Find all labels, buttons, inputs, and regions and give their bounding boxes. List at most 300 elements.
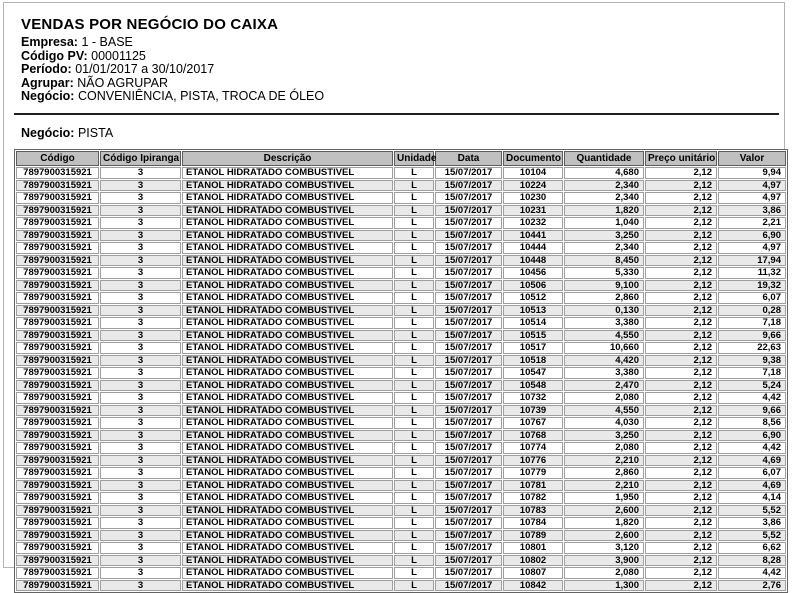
table-cell: ETANOL HIDRATADO COMBUSTIVEL <box>182 205 393 217</box>
table-cell: 7897900315921 <box>16 305 99 317</box>
table-row <box>16 517 786 529</box>
table-cell: 2,600 <box>564 530 644 542</box>
table-cell: 2,340 <box>564 180 644 192</box>
table-cell: 15/07/2017 <box>435 505 502 517</box>
table-cell: 6,90 <box>718 230 786 242</box>
table-cell: 2,12 <box>645 492 717 504</box>
table-cell: 7897900315921 <box>16 542 99 554</box>
table-cell: ETANOL HIDRATADO COMBUSTIVEL <box>182 367 393 379</box>
table-cell: 2,12 <box>645 330 717 342</box>
table-cell: 6,62 <box>718 542 786 554</box>
table-cell: L <box>394 455 434 467</box>
table-cell: ETANOL HIDRATADO COMBUSTIVEL <box>182 455 393 467</box>
table-cell: 10779 <box>503 467 563 479</box>
table-cell: 15/07/2017 <box>435 317 502 329</box>
table-cell: 3,86 <box>718 205 786 217</box>
table-cell: 4,550 <box>564 405 644 417</box>
table-cell: 15/07/2017 <box>435 167 502 179</box>
header-row <box>16 151 786 166</box>
col-documento: Documento <box>503 151 563 166</box>
table-cell: 2,12 <box>645 205 717 217</box>
col-preco-unitario: Preço unitário <box>645 151 717 166</box>
table-cell: 3 <box>100 567 181 579</box>
table-row <box>16 180 786 192</box>
table-cell: 7897900315921 <box>16 230 99 242</box>
table-row <box>16 342 786 354</box>
table-cell: 10801 <box>503 542 563 554</box>
table-cell: 4,69 <box>718 480 786 492</box>
table-cell: 7897900315921 <box>16 467 99 479</box>
table-cell: L <box>394 305 434 317</box>
table-cell: 3 <box>100 467 181 479</box>
table-cell: ETANOL HIDRATADO COMBUSTIVEL <box>182 355 393 367</box>
table-cell: 5,24 <box>718 380 786 392</box>
table-cell: 15/07/2017 <box>435 242 502 254</box>
table-cell: 10512 <box>503 292 563 304</box>
report-page <box>3 2 785 591</box>
table-cell: 7897900315921 <box>16 242 99 254</box>
table-cell: 3 <box>100 267 181 279</box>
table-cell: 3 <box>100 242 181 254</box>
table-row <box>16 530 786 542</box>
table-cell: L <box>394 517 434 529</box>
field-codigo-pv <box>21 50 784 64</box>
table-cell: 2,12 <box>645 380 717 392</box>
table-cell: 7897900315921 <box>16 317 99 329</box>
table-row <box>16 467 786 479</box>
table-row <box>16 480 786 492</box>
table-cell: 7897900315921 <box>16 430 99 442</box>
table-cell: 0,130 <box>564 305 644 317</box>
table-cell: 3 <box>100 480 181 492</box>
table-cell: 15/07/2017 <box>435 492 502 504</box>
col-unidade: Unidade <box>394 151 434 166</box>
table-cell: 0,28 <box>718 305 786 317</box>
table-cell: 10,660 <box>564 342 644 354</box>
table-cell: 10732 <box>503 392 563 404</box>
table-cell: ETANOL HIDRATADO COMBUSTIVEL <box>182 392 393 404</box>
table-row <box>16 567 786 579</box>
table-cell: 3 <box>100 305 181 317</box>
table-cell: 10518 <box>503 355 563 367</box>
table-cell: 3 <box>100 205 181 217</box>
table-cell: 2,12 <box>645 442 717 454</box>
table-cell: 10784 <box>503 517 563 529</box>
table-cell: 3 <box>100 430 181 442</box>
table-cell: 3 <box>100 405 181 417</box>
header-divider <box>14 113 779 115</box>
table-cell: 2,12 <box>645 542 717 554</box>
table-cell: L <box>394 580 434 592</box>
field-negocio-value: CONVENIÊNCIA, PISTA, TROCA DE ÓLEO <box>77 89 325 103</box>
table-cell: 2,12 <box>645 367 717 379</box>
table-cell: 10506 <box>503 280 563 292</box>
table-cell: 2,12 <box>645 505 717 517</box>
table-cell: 3 <box>100 517 181 529</box>
table-cell: ETANOL HIDRATADO COMBUSTIVEL <box>182 305 393 317</box>
table-cell: 2,600 <box>564 505 644 517</box>
table-row <box>16 267 786 279</box>
table-cell: 2,340 <box>564 192 644 204</box>
table-cell: 3 <box>100 542 181 554</box>
table-cell: 10514 <box>503 317 563 329</box>
table-cell: 7897900315921 <box>16 580 99 592</box>
table-cell: 15/07/2017 <box>435 180 502 192</box>
table-cell: 2,080 <box>564 442 644 454</box>
table-cell: ETANOL HIDRATADO COMBUSTIVEL <box>182 342 393 354</box>
section-negocio-value: PISTA <box>77 125 114 140</box>
table-cell: L <box>394 467 434 479</box>
report-header <box>4 3 784 104</box>
table-cell: 2,12 <box>645 217 717 229</box>
table-cell: 2,12 <box>645 392 717 404</box>
table-cell: 4,420 <box>564 355 644 367</box>
table-cell: 2,12 <box>645 180 717 192</box>
sales-table <box>14 149 788 593</box>
field-empresa-value: 1 - BASE <box>81 35 133 49</box>
report-title: VENDAS POR NEGÓCIO DO CAIXA <box>21 16 279 33</box>
table-cell: 2,860 <box>564 292 644 304</box>
table-cell: L <box>394 230 434 242</box>
table-cell: L <box>394 317 434 329</box>
table-cell: 10448 <box>503 255 563 267</box>
table-cell: 15/07/2017 <box>435 542 502 554</box>
table-cell: 15/07/2017 <box>435 330 502 342</box>
table-cell: 7897900315921 <box>16 280 99 292</box>
table-cell: 7897900315921 <box>16 392 99 404</box>
table-cell: 15/07/2017 <box>435 467 502 479</box>
table-cell: 7897900315921 <box>16 517 99 529</box>
table-cell: 1,950 <box>564 492 644 504</box>
table-cell: 3 <box>100 380 181 392</box>
table-cell: 9,66 <box>718 330 786 342</box>
table-cell: 7897900315921 <box>16 180 99 192</box>
table-cell: L <box>394 330 434 342</box>
table-cell: 7897900315921 <box>16 292 99 304</box>
table-cell: ETANOL HIDRATADO COMBUSTIVEL <box>182 580 393 592</box>
table-cell: 7897900315921 <box>16 367 99 379</box>
field-agrupar-value: NÃO AGRUPAR <box>77 75 169 90</box>
table-cell: 4,42 <box>718 567 786 579</box>
table-cell: 2,12 <box>645 417 717 429</box>
table-cell: L <box>394 167 434 179</box>
table-cell: 4,14 <box>718 492 786 504</box>
table-cell: L <box>394 480 434 492</box>
table-cell: ETANOL HIDRATADO COMBUSTIVEL <box>182 292 393 304</box>
table-row <box>16 555 786 567</box>
table-cell: 2,12 <box>645 355 717 367</box>
field-periodo-label: Período: <box>21 62 72 76</box>
table-cell: 10776 <box>503 455 563 467</box>
table-cell: 10768 <box>503 430 563 442</box>
table-cell: 2,76 <box>718 580 786 592</box>
table-cell: ETANOL HIDRATADO COMBUSTIVEL <box>182 192 393 204</box>
table-cell: 15/07/2017 <box>435 555 502 567</box>
table-cell: L <box>394 417 434 429</box>
table-row <box>16 455 786 467</box>
table-row <box>16 442 786 454</box>
table-cell: 10781 <box>503 480 563 492</box>
field-agrupar <box>21 77 784 91</box>
table-cell: ETANOL HIDRATADO COMBUSTIVEL <box>182 430 393 442</box>
table-row <box>16 430 786 442</box>
table-cell: 3 <box>100 330 181 342</box>
table-cell: 2,12 <box>645 467 717 479</box>
col-codigo: Código <box>16 151 99 166</box>
table-cell: 15/07/2017 <box>435 530 502 542</box>
table-cell: ETANOL HIDRATADO COMBUSTIVEL <box>182 555 393 567</box>
table-cell: 15/07/2017 <box>435 480 502 492</box>
table-cell: 10104 <box>503 167 563 179</box>
table-cell: L <box>394 542 434 554</box>
table-cell: 3 <box>100 292 181 304</box>
table-cell: 10456 <box>503 267 563 279</box>
field-agrupar-label: Agrupar: <box>21 75 74 90</box>
table-cell: 10515 <box>503 330 563 342</box>
field-periodo-value: 01/01/2017 a 30/10/2017 <box>75 62 215 76</box>
table-cell: 15/07/2017 <box>435 255 502 267</box>
table-cell: 3 <box>100 492 181 504</box>
table-row <box>16 317 786 329</box>
table-cell: 15/07/2017 <box>435 405 502 417</box>
table-row <box>16 417 786 429</box>
table-cell: L <box>394 242 434 254</box>
section-negocio-label: Negócio: <box>21 125 75 140</box>
table-cell: 10230 <box>503 192 563 204</box>
table-cell: 3 <box>100 192 181 204</box>
table-cell: L <box>394 392 434 404</box>
table-row <box>16 330 786 342</box>
table-cell: L <box>394 292 434 304</box>
table-cell: 3 <box>100 317 181 329</box>
table-cell: 2,12 <box>645 455 717 467</box>
table-cell: 3 <box>100 580 181 592</box>
table-cell: 15/07/2017 <box>435 280 502 292</box>
table-cell: ETANOL HIDRATADO COMBUSTIVEL <box>182 255 393 267</box>
table-cell: 7897900315921 <box>16 205 99 217</box>
table-cell: ETANOL HIDRATADO COMBUSTIVEL <box>182 492 393 504</box>
table-cell: 17,94 <box>718 255 786 267</box>
table-cell: 10807 <box>503 567 563 579</box>
table-cell: 6,07 <box>718 467 786 479</box>
field-codigo-pv-value: 00001125 <box>91 48 146 63</box>
table-cell: 1,820 <box>564 205 644 217</box>
table-cell: 15/07/2017 <box>435 267 502 279</box>
table-cell: L <box>394 530 434 542</box>
table-cell: 2,860 <box>564 467 644 479</box>
table-cell: 5,52 <box>718 505 786 517</box>
table-cell: 8,56 <box>718 417 786 429</box>
table-cell: 9,38 <box>718 355 786 367</box>
table-cell: 2,080 <box>564 567 644 579</box>
table-cell: 10547 <box>503 367 563 379</box>
table-cell: 7897900315921 <box>16 380 99 392</box>
table-cell: 15/07/2017 <box>435 192 502 204</box>
table-cell: 3,86 <box>718 517 786 529</box>
table-cell: L <box>394 217 434 229</box>
table-cell: 15/07/2017 <box>435 580 502 592</box>
table-cell: 2,12 <box>645 480 717 492</box>
table-cell: 3,900 <box>564 555 644 567</box>
table-cell: 7897900315921 <box>16 192 99 204</box>
table-cell: 15/07/2017 <box>435 205 502 217</box>
table-cell: L <box>394 505 434 517</box>
table-cell: ETANOL HIDRATADO COMBUSTIVEL <box>182 217 393 229</box>
table-cell: 3,250 <box>564 430 644 442</box>
table-cell: 3 <box>100 342 181 354</box>
sales-table-header <box>16 151 786 166</box>
table-cell: 6,90 <box>718 430 786 442</box>
col-descricao: Descrição <box>182 151 393 166</box>
table-cell: 7897900315921 <box>16 555 99 567</box>
table-cell: 2,080 <box>564 392 644 404</box>
table-cell: 7897900315921 <box>16 167 99 179</box>
table-cell: L <box>394 405 434 417</box>
table-cell: 9,66 <box>718 405 786 417</box>
table-cell: 2,12 <box>645 167 717 179</box>
table-cell: 7897900315921 <box>16 530 99 542</box>
table-cell: 4,550 <box>564 330 644 342</box>
table-cell: 2,470 <box>564 380 644 392</box>
table-row <box>16 405 786 417</box>
table-cell: 9,94 <box>718 167 786 179</box>
table-cell: 15/07/2017 <box>435 305 502 317</box>
sales-table-body <box>16 167 786 591</box>
table-cell: ETANOL HIDRATADO COMBUSTIVEL <box>182 442 393 454</box>
table-cell: ETANOL HIDRATADO COMBUSTIVEL <box>182 480 393 492</box>
table-cell: 3,380 <box>564 317 644 329</box>
table-cell: 10517 <box>503 342 563 354</box>
table-cell: 7897900315921 <box>16 455 99 467</box>
col-data: Data <box>435 151 502 166</box>
table-cell: 4,97 <box>718 180 786 192</box>
table-cell: 2,340 <box>564 242 644 254</box>
table-cell: L <box>394 267 434 279</box>
table-cell: 10231 <box>503 205 563 217</box>
table-row <box>16 505 786 517</box>
table-cell: 15/07/2017 <box>435 217 502 229</box>
table-cell: 2,210 <box>564 455 644 467</box>
table-cell: 3 <box>100 167 181 179</box>
table-cell: L <box>394 192 434 204</box>
table-cell: 2,12 <box>645 292 717 304</box>
table-cell: 7897900315921 <box>16 405 99 417</box>
table-cell: 10513 <box>503 305 563 317</box>
field-empresa-label: Empresa: <box>21 35 78 49</box>
table-cell: 9,100 <box>564 280 644 292</box>
col-quantidade: Quantidade <box>564 151 644 166</box>
table-cell: 7897900315921 <box>16 342 99 354</box>
table-cell: 1,300 <box>564 580 644 592</box>
table-cell: 3 <box>100 530 181 542</box>
table-cell: 7897900315921 <box>16 480 99 492</box>
table-cell: 8,28 <box>718 555 786 567</box>
section-negocio <box>21 127 784 141</box>
table-cell: 10224 <box>503 180 563 192</box>
table-cell: 4,97 <box>718 242 786 254</box>
table-row <box>16 192 786 204</box>
table-cell: 2,12 <box>645 342 717 354</box>
table-cell: ETANOL HIDRATADO COMBUSTIVEL <box>182 467 393 479</box>
table-cell: 4,42 <box>718 442 786 454</box>
table-cell: 3 <box>100 217 181 229</box>
table-cell: 2,12 <box>645 555 717 567</box>
table-cell: 1,820 <box>564 517 644 529</box>
table-cell: 15/07/2017 <box>435 517 502 529</box>
table-cell: 3 <box>100 255 181 267</box>
table-cell: 2,12 <box>645 192 717 204</box>
table-cell: 19,32 <box>718 280 786 292</box>
table-cell: 7897900315921 <box>16 217 99 229</box>
table-cell: L <box>394 380 434 392</box>
table-cell: L <box>394 430 434 442</box>
table-cell: 10441 <box>503 230 563 242</box>
table-cell: 3,250 <box>564 230 644 242</box>
table-cell: 2,12 <box>645 430 717 442</box>
table-cell: ETANOL HIDRATADO COMBUSTIVEL <box>182 505 393 517</box>
table-cell: 4,030 <box>564 417 644 429</box>
field-codigo-pv-label: Código PV: <box>21 48 88 63</box>
table-cell: 15/07/2017 <box>435 342 502 354</box>
table-cell: 2,12 <box>645 267 717 279</box>
table-cell: 2,12 <box>645 567 717 579</box>
table-cell: 7897900315921 <box>16 355 99 367</box>
table-cell: ETANOL HIDRATADO COMBUSTIVEL <box>182 167 393 179</box>
table-cell: 7897900315921 <box>16 330 99 342</box>
table-cell: 10774 <box>503 442 563 454</box>
table-cell: 2,12 <box>645 405 717 417</box>
table-cell: 3,120 <box>564 542 644 554</box>
table-row <box>16 542 786 554</box>
table-cell: 15/07/2017 <box>435 417 502 429</box>
table-cell: 3 <box>100 280 181 292</box>
table-row <box>16 355 786 367</box>
table-cell: 7897900315921 <box>16 505 99 517</box>
table-cell: 2,12 <box>645 317 717 329</box>
table-row <box>16 580 786 592</box>
table-cell: ETANOL HIDRATADO COMBUSTIVEL <box>182 280 393 292</box>
table-cell: 15/07/2017 <box>435 392 502 404</box>
table-cell: 3 <box>100 442 181 454</box>
col-valor: Valor <box>718 151 786 166</box>
table-cell: 3,380 <box>564 367 644 379</box>
table-cell: 15/07/2017 <box>435 367 502 379</box>
table-cell: 2,12 <box>645 280 717 292</box>
table-cell: 7897900315921 <box>16 267 99 279</box>
table-cell: 10548 <box>503 380 563 392</box>
table-cell: 15/07/2017 <box>435 292 502 304</box>
table-cell: 7897900315921 <box>16 442 99 454</box>
table-cell: L <box>394 355 434 367</box>
field-negocio-label: Negócio: <box>21 89 75 103</box>
table-cell: 6,07 <box>718 292 786 304</box>
field-empresa <box>21 36 784 50</box>
table-cell: 7897900315921 <box>16 255 99 267</box>
table-cell: 2,12 <box>645 255 717 267</box>
table-row <box>16 492 786 504</box>
table-cell: L <box>394 567 434 579</box>
table-row <box>16 305 786 317</box>
table-cell: 15/07/2017 <box>435 355 502 367</box>
table-cell: 2,12 <box>645 242 717 254</box>
table-cell: ETANOL HIDRATADO COMBUSTIVEL <box>182 530 393 542</box>
table-cell: ETANOL HIDRATADO COMBUSTIVEL <box>182 330 393 342</box>
table-cell: 2,12 <box>645 230 717 242</box>
table-cell: 10802 <box>503 555 563 567</box>
table-cell: 7897900315921 <box>16 492 99 504</box>
table-cell: 10232 <box>503 217 563 229</box>
table-row <box>16 380 786 392</box>
